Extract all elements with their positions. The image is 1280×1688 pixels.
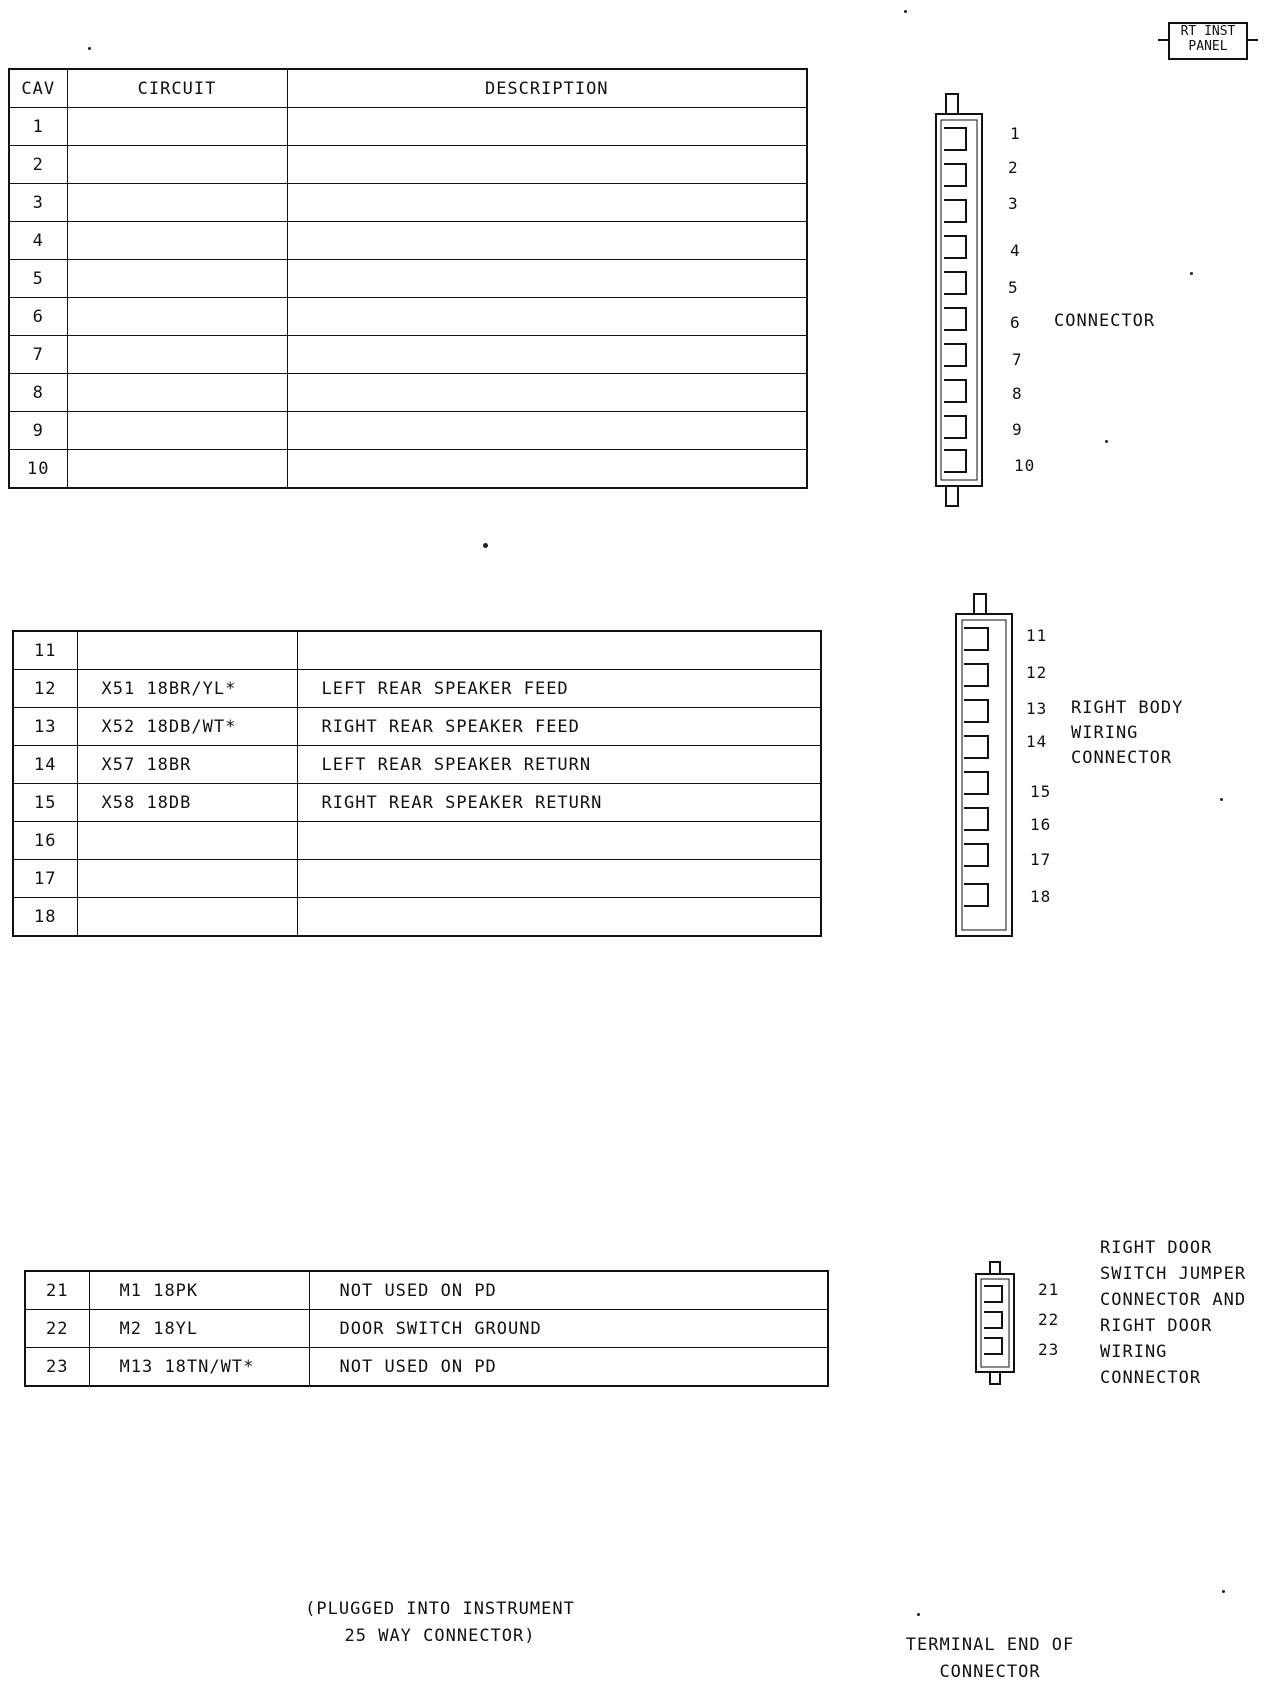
description-cell [297, 898, 821, 937]
scan-speck [1222, 1590, 1225, 1593]
connector-3-label-line: RIGHT DOOR [1100, 1316, 1213, 1336]
cavity-table-1 [8, 68, 808, 489]
description-cell [287, 184, 807, 222]
cav-cell: 14 [13, 746, 77, 784]
plugged-into-note-line-2: 25 WAY CONNECTOR) [344, 1626, 536, 1646]
cav-cell: 2 [9, 146, 67, 184]
circuit-cell: X58 18DB [77, 784, 297, 822]
connector-2-pin: 18 [1030, 887, 1052, 906]
connector-2-pin: 14 [1026, 732, 1048, 751]
connector-3-pin: 21 [1038, 1280, 1060, 1299]
table-row [9, 260, 807, 298]
table-row [9, 412, 807, 450]
connector-1-label: CONNECTOR [1054, 311, 1156, 331]
circuit-cell [77, 860, 297, 898]
table-row [13, 708, 821, 746]
circuit-cell: X51 18BR/YL* [77, 670, 297, 708]
description-cell [297, 822, 821, 860]
circuit-cell: X57 18BR [77, 746, 297, 784]
cav-cell: 21 [25, 1271, 89, 1310]
table-row [9, 450, 807, 489]
description-cell [287, 222, 807, 260]
description-cell [287, 108, 807, 146]
cav-cell: 13 [13, 708, 77, 746]
connector-2-pin: 17 [1030, 850, 1052, 869]
connector-2-diagram [950, 594, 1020, 939]
circuit-cell: M13 18TN/WT* [89, 1348, 309, 1387]
cav-cell: 10 [9, 450, 67, 489]
description-cell [287, 298, 807, 336]
connector-2-pin: 15 [1030, 782, 1052, 801]
connector-2-pin: 13 [1026, 699, 1048, 718]
circuit-cell [77, 822, 297, 860]
connector-3-label-line: CONNECTOR [1100, 1368, 1202, 1388]
terminal-end-note-line-2: CONNECTOR [939, 1662, 1041, 1682]
circuit-cell [67, 146, 287, 184]
connector-1-pin: 1 [1010, 124, 1021, 143]
connector-1-pin: 2 [1008, 158, 1019, 177]
table-row [25, 1348, 828, 1387]
terminal-end-note [890, 1632, 1090, 1686]
description-cell: RIGHT REAR SPEAKER RETURN [297, 784, 821, 822]
table-row [13, 784, 821, 822]
circuit-cell [67, 260, 287, 298]
cav-cell: 15 [13, 784, 77, 822]
table-row [13, 860, 821, 898]
header-description: DESCRIPTION [287, 69, 807, 108]
circuit-cell [67, 108, 287, 146]
cav-cell: 8 [9, 374, 67, 412]
cav-cell: 12 [13, 670, 77, 708]
connector-1-pin: 9 [1012, 420, 1023, 439]
table-row [13, 631, 821, 670]
description-cell [287, 450, 807, 489]
connector-1-pin: 8 [1012, 384, 1023, 403]
description-cell: LEFT REAR SPEAKER RETURN [297, 746, 821, 784]
table-row [13, 746, 821, 784]
table-row [25, 1310, 828, 1348]
cav-cell: 16 [13, 822, 77, 860]
table-row [9, 374, 807, 412]
cavity-table-3 [24, 1270, 829, 1387]
connector-1-pin: 7 [1012, 350, 1023, 369]
circuit-cell [67, 412, 287, 450]
description-cell [287, 260, 807, 298]
cav-cell: 11 [13, 631, 77, 670]
table-row [25, 1271, 828, 1310]
connector-3-pin: 22 [1038, 1310, 1060, 1329]
cav-cell: 23 [25, 1348, 89, 1387]
table-row [13, 670, 821, 708]
header-cav: CAV [9, 69, 67, 108]
scan-speck [1190, 272, 1193, 275]
table-row [9, 336, 807, 374]
plugged-into-note-line-1: (PLUGGED INTO INSTRUMENT [305, 1599, 575, 1619]
description-cell [287, 412, 807, 450]
table-row [9, 298, 807, 336]
description-cell [287, 146, 807, 184]
table-row [13, 822, 821, 860]
description-cell: NOT USED ON PD [309, 1271, 828, 1310]
circuit-cell: M2 18YL [89, 1310, 309, 1348]
circuit-cell [77, 898, 297, 937]
description-cell: NOT USED ON PD [309, 1348, 828, 1387]
connector-2-label-line: RIGHT BODY [1071, 698, 1184, 718]
table-row [9, 222, 807, 260]
circuit-cell: X52 18DB/WT* [77, 708, 297, 746]
circuit-cell [67, 336, 287, 374]
scan-speck [88, 47, 91, 50]
table-row [9, 108, 807, 146]
connector-3-label-line: RIGHT DOOR [1100, 1238, 1213, 1258]
scan-speck [917, 1613, 920, 1616]
description-cell: LEFT REAR SPEAKER FEED [297, 670, 821, 708]
description-cell: RIGHT REAR SPEAKER FEED [297, 708, 821, 746]
connector-3-label-line: CONNECTOR AND [1100, 1290, 1247, 1310]
cav-cell: 9 [9, 412, 67, 450]
circuit-cell [77, 631, 297, 670]
connector-1-pin: 6 [1010, 313, 1021, 332]
scan-speck [1105, 440, 1108, 443]
description-cell [287, 336, 807, 374]
connector-1-pin: 10 [1014, 456, 1036, 475]
table-row [9, 184, 807, 222]
connector-3-label-line: SWITCH JUMPER [1100, 1264, 1247, 1284]
stamp-line-2: PANEL [1188, 39, 1228, 54]
connector-3-diagram [972, 1262, 1022, 1384]
description-cell [297, 860, 821, 898]
scan-speck [483, 543, 488, 548]
connector-2-label-line: CONNECTOR [1071, 748, 1173, 768]
circuit-cell [67, 184, 287, 222]
table-row [13, 898, 821, 937]
scan-speck [1220, 798, 1223, 801]
table-header-row [9, 69, 807, 108]
rt-inst-panel-stamp [1168, 22, 1248, 60]
cav-cell: 7 [9, 336, 67, 374]
scan-speck [904, 10, 907, 13]
header-circuit: CIRCUIT [67, 69, 287, 108]
connector-1-pin: 4 [1010, 241, 1021, 260]
cav-cell: 18 [13, 898, 77, 937]
connector-2-pin: 16 [1030, 815, 1052, 834]
cav-cell: 1 [9, 108, 67, 146]
description-cell [287, 374, 807, 412]
cav-cell: 6 [9, 298, 67, 336]
circuit-cell [67, 298, 287, 336]
cavity-table-2 [12, 630, 822, 937]
connector-2-label-line: WIRING [1071, 723, 1139, 743]
stamp-line-1: RT INST [1180, 24, 1236, 39]
cav-cell: 22 [25, 1310, 89, 1348]
plugged-into-note [270, 1596, 610, 1650]
cav-cell: 3 [9, 184, 67, 222]
connector-2-pin: 11 [1026, 626, 1048, 645]
circuit-cell: M1 18PK [89, 1271, 309, 1310]
circuit-cell [67, 222, 287, 260]
connector-1-diagram [930, 94, 1010, 506]
terminal-end-note-line-1: TERMINAL END OF [905, 1635, 1075, 1655]
cav-cell: 17 [13, 860, 77, 898]
table-row [9, 146, 807, 184]
connector-1-pin: 5 [1008, 278, 1019, 297]
connector-3-label-line: WIRING [1100, 1342, 1168, 1362]
cav-cell: 4 [9, 222, 67, 260]
connector-3-pin: 23 [1038, 1340, 1060, 1359]
circuit-cell [67, 450, 287, 489]
description-cell [297, 631, 821, 670]
description-cell: DOOR SWITCH GROUND [309, 1310, 828, 1348]
cav-cell: 5 [9, 260, 67, 298]
connector-2-pin: 12 [1026, 663, 1048, 682]
circuit-cell [67, 374, 287, 412]
connector-1-pin: 3 [1008, 194, 1019, 213]
